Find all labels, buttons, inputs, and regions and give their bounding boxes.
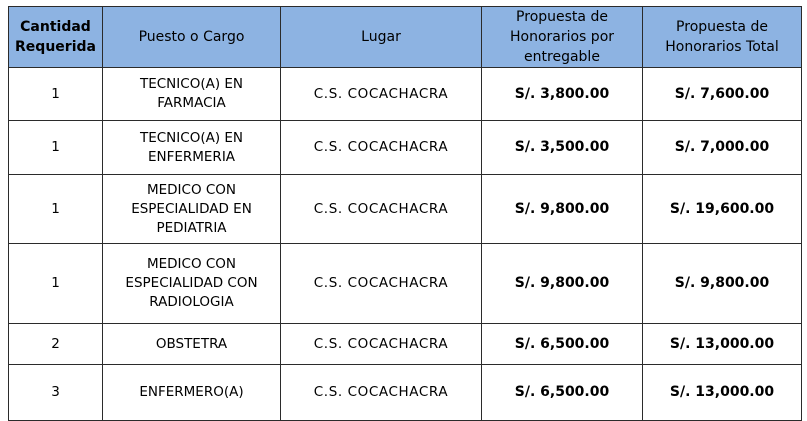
cell-lugar: C.S. COCACHACRA — [281, 324, 482, 365]
cell-puesto: OBSTETRA — [103, 324, 281, 365]
cell-total: S/. 7,000.00 — [643, 121, 802, 175]
cell-lugar: C.S. COCACHACRA — [281, 68, 482, 121]
table-row — [9, 244, 802, 324]
cell-puesto: ENFERMERO(A) — [103, 365, 281, 421]
cell-puesto: MEDICO CON ESPECIALIDAD CON RADIOLOGIA — [103, 244, 281, 324]
cell-cantidad: 1 — [9, 121, 103, 175]
cell-cantidad: 2 — [9, 324, 103, 365]
honorarios-table — [8, 6, 802, 421]
cell-cantidad: 1 — [9, 68, 103, 121]
table-row — [9, 121, 802, 175]
table-row — [9, 324, 802, 365]
cell-entregable: S/. 6,500.00 — [482, 324, 643, 365]
cell-puesto: MEDICO CON ESPECIALIDAD EN PEDIATRIA — [103, 175, 281, 244]
cell-lugar: C.S. COCACHACRA — [281, 365, 482, 421]
cell-total: S/. 13,000.00 — [643, 324, 802, 365]
cell-total: S/. 19,600.00 — [643, 175, 802, 244]
table-row — [9, 175, 802, 244]
cell-entregable: S/. 9,800.00 — [482, 244, 643, 324]
cell-total: S/. 7,600.00 — [643, 68, 802, 121]
cell-puesto: TECNICO(A) EN FARMACIA — [103, 68, 281, 121]
cell-lugar: C.S. COCACHACRA — [281, 244, 482, 324]
header-cantidad: Cantidad Requerida — [9, 7, 103, 68]
cell-lugar: C.S. COCACHACRA — [281, 175, 482, 244]
table-row — [9, 365, 802, 421]
cell-puesto: TECNICO(A) EN ENFERMERIA — [103, 121, 281, 175]
table-row — [9, 68, 802, 121]
table-body — [9, 68, 802, 421]
cell-entregable: S/. 9,800.00 — [482, 175, 643, 244]
cell-total: S/. 9,800.00 — [643, 244, 802, 324]
header-puesto: Puesto o Cargo — [103, 7, 281, 68]
cell-cantidad: 3 — [9, 365, 103, 421]
cell-entregable: S/. 3,500.00 — [482, 121, 643, 175]
cell-cantidad: 1 — [9, 175, 103, 244]
header-lugar: Lugar — [281, 7, 482, 68]
header-row — [9, 7, 802, 68]
header-entregable: Propuesta de Honorarios por entregable — [482, 7, 643, 68]
cell-entregable: S/. 3,800.00 — [482, 68, 643, 121]
cell-lugar: C.S. COCACHACRA — [281, 121, 482, 175]
cell-total: S/. 13,000.00 — [643, 365, 802, 421]
cell-entregable: S/. 6,500.00 — [482, 365, 643, 421]
table-header — [9, 7, 802, 68]
header-total: Propuesta de Honorarios Total — [643, 7, 802, 68]
cell-cantidad: 1 — [9, 244, 103, 324]
